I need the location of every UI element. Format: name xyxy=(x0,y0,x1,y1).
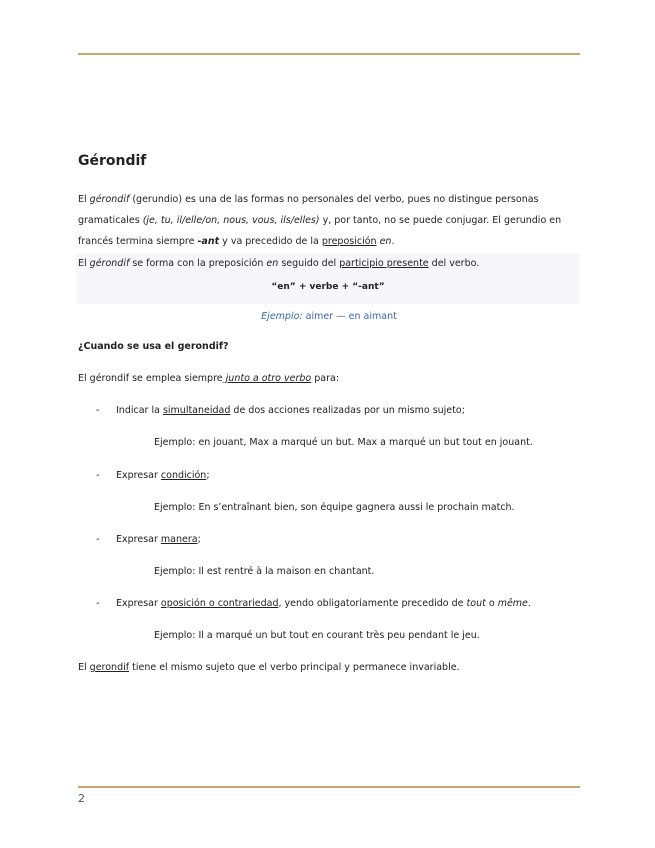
formation-text xyxy=(78,254,479,274)
bullet-dash: - xyxy=(96,598,100,609)
use-key: simultaneidad xyxy=(162,405,231,416)
formation-part: seguido del xyxy=(278,258,340,269)
use-key: condición xyxy=(160,470,207,481)
use-example: Ejemplo: Il a marqué un but tout en courant très peu pendant le jeu. xyxy=(154,630,480,641)
intro-en: en xyxy=(379,236,392,247)
bullet-dash: - xyxy=(96,470,100,481)
usage-part: El gérondif se emplea siempre xyxy=(78,373,223,384)
intro-term: gérondif xyxy=(89,194,130,205)
intro-text: (gerundio) es una de las formas no personales del verbo, pues no distingue personas gramaticales xyxy=(78,194,539,226)
bullet-dash: - xyxy=(96,405,100,416)
participio-presente-link[interactable]: participio presente xyxy=(339,258,429,269)
use-item xyxy=(116,405,465,416)
use-example: Ejemplo: En s’entraînant bien, son équipe gagnera aussi le prochain match. xyxy=(154,502,515,513)
intro-pronouns: (je, tu, il/elle/on, nous, vous, ils/elles) xyxy=(142,215,320,226)
use-item xyxy=(116,598,531,609)
intro-paragraph xyxy=(78,189,580,252)
use-text: Indicar la xyxy=(116,405,163,416)
formula: “en” + verbe + “-ant” xyxy=(271,282,385,292)
formation-term: gérondif xyxy=(89,258,130,269)
bullet-dash: - xyxy=(96,534,100,545)
use-text: ; xyxy=(197,534,201,545)
use-text: o xyxy=(485,598,498,609)
use-example: Ejemplo: en jouant, Max a marqué un but. Max a marqué un but tout en jouant. xyxy=(154,437,533,448)
use-meme: même xyxy=(497,598,528,609)
footer-rule xyxy=(78,786,580,788)
example-label: Ejemplo: xyxy=(261,311,303,322)
formation-en: en xyxy=(266,258,279,269)
use-text: de dos acciones realizadas por un mismo sujeto; xyxy=(230,405,465,416)
usage-part: para: xyxy=(311,373,340,384)
use-item xyxy=(116,470,210,481)
page-number: 2 xyxy=(78,792,85,805)
example-line xyxy=(78,311,580,322)
formation-part: se forma con la preposición xyxy=(129,258,267,269)
closing-part: El xyxy=(78,662,90,673)
question-heading: ¿Cuando se usa el gerondif? xyxy=(78,341,229,352)
use-key: manera xyxy=(160,534,198,545)
usage-sentence xyxy=(78,373,339,384)
example-text: aimer — en aimant xyxy=(305,311,397,322)
use-text: . xyxy=(527,598,531,609)
intro-text: y, por tanto, no se puede conjugar. El gerundio en francés termina siempre xyxy=(78,215,562,247)
page-title: Gérondif xyxy=(78,153,147,169)
closing-term: gerondif xyxy=(89,662,130,673)
intro-text: y va precedido de la xyxy=(219,236,322,247)
use-example: Ejemplo: Il est rentré à la maison en chantant. xyxy=(154,566,375,577)
intro-text: . xyxy=(391,236,395,247)
intro-text: El xyxy=(78,194,90,205)
use-key: oposición o contrariedad xyxy=(160,598,279,609)
use-text: Expresar xyxy=(116,598,161,609)
closing-sentence xyxy=(78,662,460,673)
use-tout: tout xyxy=(466,598,486,609)
use-text: Expresar xyxy=(116,470,161,481)
preposicion-link[interactable]: preposición xyxy=(321,236,377,247)
usage-emphasis: junto a otro verbo xyxy=(222,373,312,384)
formation-part: del verbo. xyxy=(428,258,480,269)
header-rule xyxy=(78,53,580,55)
use-text: Expresar xyxy=(116,534,161,545)
use-text: , yendo obligatoriamente precedido de xyxy=(278,598,467,609)
formation-part: El xyxy=(78,258,90,269)
closing-part: tiene el mismo sujeto que el verbo principal y permanece invariable. xyxy=(129,662,460,673)
use-item xyxy=(116,534,201,545)
use-text: ; xyxy=(206,470,210,481)
formation-box xyxy=(76,254,580,304)
intro-suffix: -ant xyxy=(197,236,220,247)
